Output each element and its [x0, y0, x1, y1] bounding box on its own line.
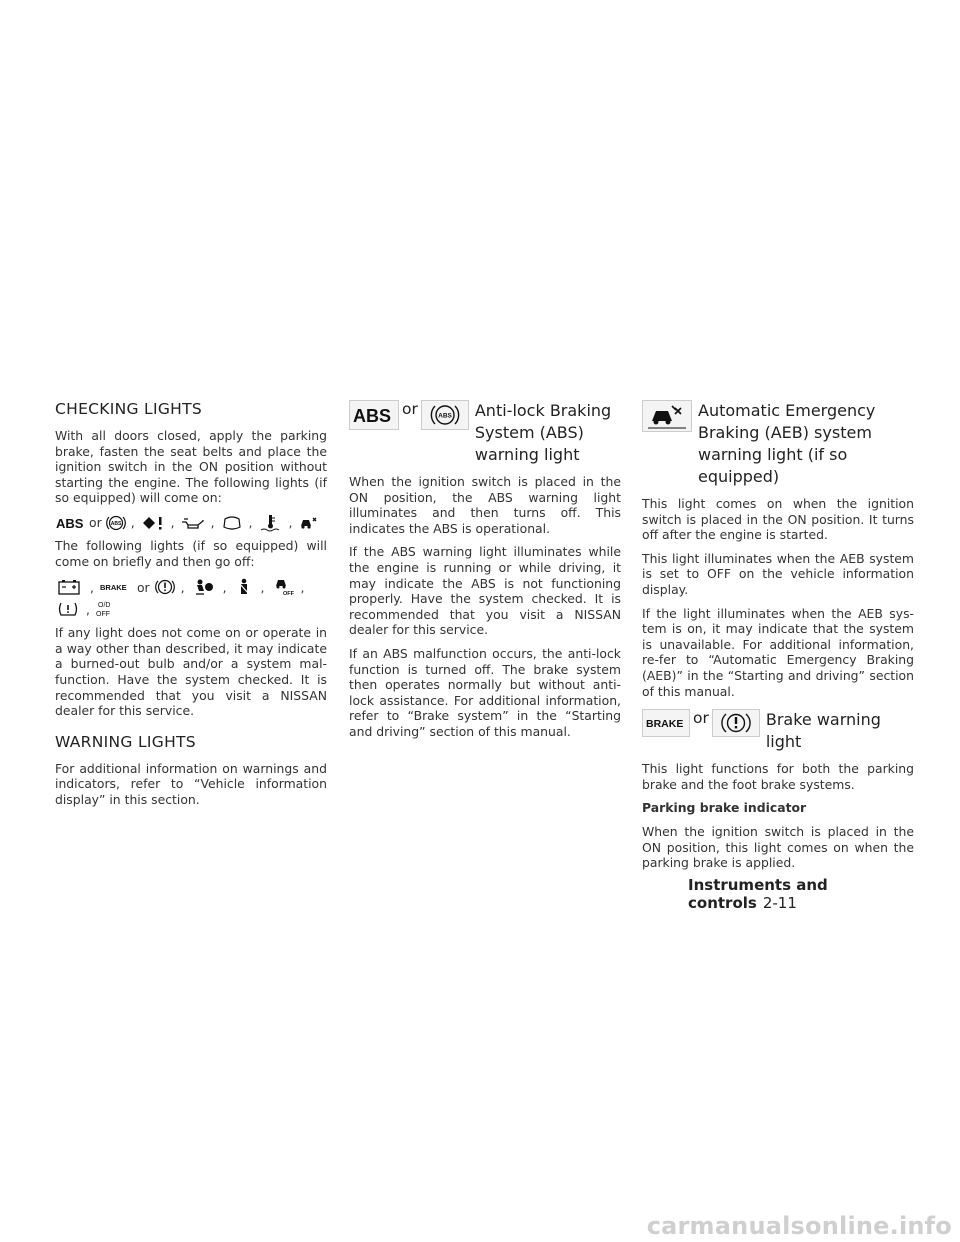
abs-circle-icon — [106, 514, 126, 532]
aeb-paragraph-3: If the light illuminates when the AEB sys-tem is on, it may indicate that the system is unavailable. For additional information, re-fer to “Automatic Emergency Braking (AEB)” in the “Starting and driving” section of this manual. — [642, 605, 914, 699]
aeb-warning-title: Automatic Emergency Braking (AEB) system warning light (if so equipped) — [698, 401, 876, 486]
battery-icon — [55, 578, 85, 596]
column-2 — [349, 400, 621, 748]
aeb-paragraph-1: This light comes on when the ignition switch is placed in the ON position. It turns off after the engine is started. — [642, 496, 914, 543]
tire-pressure-icon — [55, 600, 81, 618]
lights-come-on-icon-row: ABS or ABS , , , , , — [55, 514, 327, 532]
checking-lights-paragraph: With all doors closed, apply the parking brake, fasten the seat belts and place the ignition switch in the ON position without starting the engine. The following lights (if so equipped) will come on: — [55, 428, 327, 506]
malfunction-paragraph: If any light does not come on or operate in a way other than described, it may indicate a burned-out bulb and/or a system mal-function. Have the system checked. It is recommended that you visit a NISSAN dealer for this service. — [55, 625, 327, 719]
svg-text:OFF: OFF — [282, 591, 294, 598]
lights-briefly-icon-row: , BRAKE or , , , OFF , , O/D OFF — [55, 577, 327, 619]
brake-paragraph-1: This light functions for both the parking brake and the foot brake systems. — [642, 761, 914, 792]
brake-warning-header — [642, 709, 914, 753]
or-text: or — [89, 515, 102, 531]
svg-text:O/D: O/D — [97, 602, 111, 610]
svg-text:ABS: ABS — [353, 406, 392, 426]
warning-lights-paragraph: For additional information on warnings and indicators, refer to “Vehicle information display” in this section. — [55, 760, 327, 807]
abs-text-icon — [349, 400, 399, 430]
aeb-paragraph-2: This light illuminates when the AEB system is set to OFF on the vehicle information display. — [642, 550, 914, 597]
aeb-off-icon — [270, 577, 296, 597]
abs-circle-icon — [421, 400, 469, 430]
or-text: or — [402, 400, 418, 418]
abs-warning-header — [349, 400, 621, 466]
abs-warning-title: Anti-lock Braking System (ABS) warning light — [474, 401, 612, 464]
svg-text:ABS: ABS — [56, 515, 84, 530]
abs-paragraph-1: When the ignition switch is placed in the ON position, the ABS warning light illuminates and then turns off. This indicates the ABS is operational. — [349, 474, 621, 536]
oil-pressure-icon — [180, 516, 206, 530]
abs-paragraph-2: If the ABS warning light illuminates while the engine is running or while driving, it may indicate the ABS is not functioning properly. Have the system checked. It is recommended that you visit a NISSAN dealer for this service. — [349, 544, 621, 638]
brake-text-icon — [642, 709, 690, 737]
column-3 — [642, 400, 914, 879]
abs-text-icon — [55, 516, 85, 530]
svg-text:BRAKE: BRAKE — [646, 718, 684, 731]
aeb-warning-icon — [642, 400, 692, 432]
column-1 — [55, 400, 327, 816]
steering-warning-icon — [220, 515, 244, 531]
svg-text:BRAKE: BRAKE — [99, 583, 127, 593]
svg-text:ABS: ABS — [437, 412, 452, 420]
abs-paragraph-3: If an ABS malfunction occurs, the anti-lock function is turned off. The brake system then operates normally but without anti-lock assistance. For additional information, refer to “Brake system” in the “Starting and driving” section of this manual. — [349, 645, 621, 739]
brake-warning-title: Brake warning light — [765, 710, 881, 752]
brake-circle-icon — [154, 578, 176, 596]
footer-section-title: Instruments and controls — [688, 876, 828, 912]
checking-lights-heading: CHECKING LIGHTS — [55, 400, 203, 418]
aeb-warning-icon — [297, 515, 321, 531]
svg-text:ABS: ABS — [110, 520, 121, 527]
coolant-temperature-icon — [258, 514, 284, 532]
lights-briefly-paragraph: The following lights (if so equipped) will come on briefly and then go off: — [55, 537, 327, 569]
airbag-icon — [190, 578, 218, 596]
brake-paragraph-2: When the ignition switch is placed in the ON position, this light comes on when the parking brake is applied. — [642, 823, 914, 871]
brake-text-icon — [99, 581, 133, 593]
brake-circle-icon — [712, 709, 760, 737]
seatbelt-icon — [232, 578, 256, 596]
watermark: carmanualsonline.info — [646, 1212, 952, 1240]
page-footer — [688, 876, 918, 912]
warning-lights-heading: WARNING LIGHTS — [55, 732, 196, 751]
aeb-warning-header — [642, 400, 914, 488]
od-off-icon — [95, 599, 117, 619]
parking-brake-subheading: Parking brake indicator — [642, 800, 807, 816]
master-warning-icon — [140, 515, 166, 531]
svg-text:OFF: OFF — [95, 611, 110, 619]
or-text: or — [693, 709, 709, 728]
page-number: 2-11 — [762, 894, 797, 912]
